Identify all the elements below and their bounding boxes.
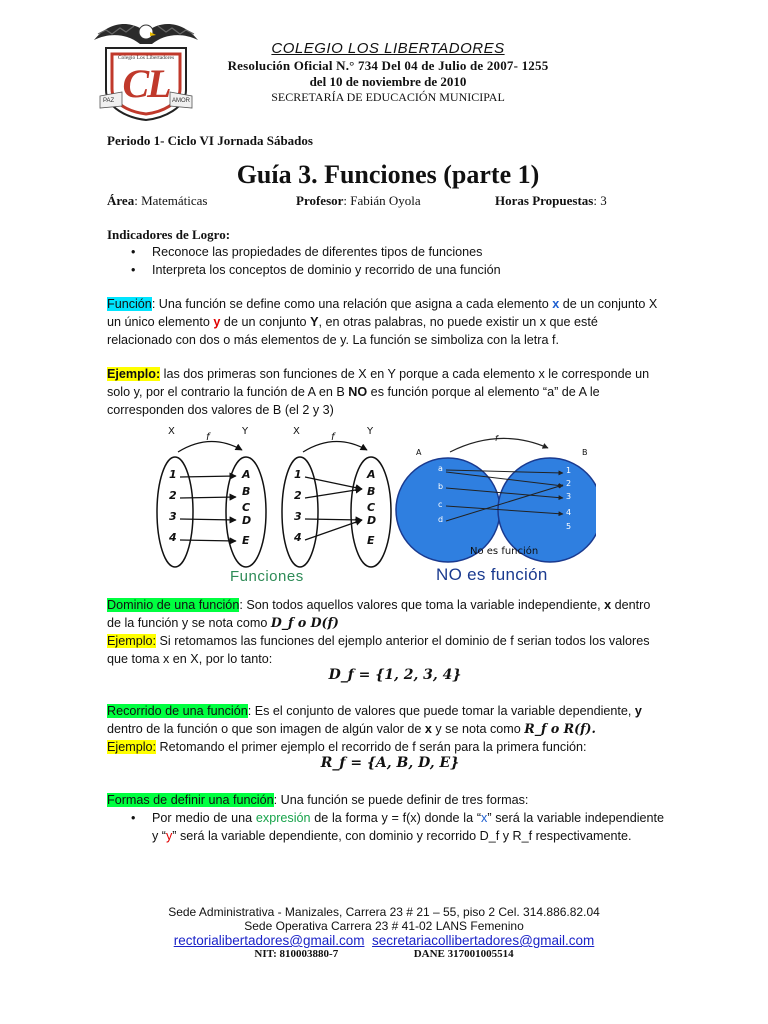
var-y: y [634, 704, 642, 718]
var-x: x [481, 811, 488, 825]
dominio-text: dentro de la función y se nota como [107, 598, 651, 630]
funcion-paragraph [107, 295, 664, 349]
range-item: E [367, 534, 375, 547]
domain-item: 4 [169, 531, 177, 544]
range-item: E [242, 534, 250, 547]
logo-initials: CL [122, 61, 170, 106]
range-item: D [367, 514, 377, 527]
var-x: x [604, 598, 612, 612]
area-label: Área [107, 193, 135, 208]
set-y: Y [310, 315, 319, 329]
ejemplo-text: Si retomamos las funciones del ejemplo anterior el dominio de f serian todos los valores que toma x en X, por lo tanto: [107, 634, 650, 666]
range-item: B [242, 485, 251, 498]
periodo-line: Periodo 1- Ciclo VI Jornada Sábados [107, 133, 313, 148]
profesor-value: : Fabián Oyola [343, 193, 421, 208]
formas-text: : Una función se puede definir de tres formas: [273, 793, 529, 807]
diagram-inner-caption: No es función [470, 546, 539, 557]
dominio-label: Dominio de una función [107, 598, 240, 612]
formas-item-text: ” será la variable independiente y “ [152, 811, 665, 843]
formas-list [128, 809, 664, 845]
range-item: A [367, 468, 376, 481]
domain-item: 1 [169, 468, 177, 481]
var-x: x [552, 297, 560, 311]
ejemplo1-paragraph [107, 365, 664, 419]
area-value: : Matemáticas [134, 193, 208, 208]
ejemplo-text: Retomando el primer ejemplo el recorrido de f serán para la primera función: [156, 740, 587, 754]
school-name: COLEGIO LOS LIBERTADORES [271, 40, 505, 57]
funcion-label: Función [107, 297, 152, 311]
function-diagrams [150, 422, 596, 592]
ejemplo-label: Ejemplo: [107, 634, 156, 648]
dominio-notation: D_f o D(f) [270, 615, 339, 630]
secretaria-text: SECRETARÍA DE EDUCACIÓN MUNICIPAL [271, 90, 505, 104]
footer-emails [0, 933, 768, 948]
formas-item-text: ” será la variable dependiente, con dominio y recorrido D_f y R_f respectivamente. [172, 829, 632, 843]
diagram-label-a: A [416, 448, 422, 457]
list-item: • Reconoce las propiedades de diferentes tipos de funciones [128, 243, 668, 261]
set-a-item: d [438, 515, 444, 524]
recorrido-text: : Es el conjunto de valores que puede tomar la variable dependiente, [247, 704, 635, 718]
set-a-item: c [438, 500, 443, 509]
diagram-label-y: Y [367, 426, 374, 437]
diagram-label-f: f [331, 432, 335, 443]
dominio-equation: D_f = {1, 2, 3, 4} [328, 667, 462, 683]
horas-value: : 3 [593, 193, 607, 208]
area-field [107, 193, 207, 209]
ejemplo1-text: es función porque al elemento “a” de A le corresponden dos valores de B (el 2 y 3) [107, 385, 600, 417]
indicadores-list [128, 243, 668, 279]
list-item [128, 809, 664, 845]
range-item: A [242, 468, 251, 481]
funcion-text: , en otras palabras, no puede existir un x que esté relacionado con dos o más elementos de y. La función se simboliza con la letra f. [107, 315, 598, 347]
recorrido-equation: R_f = {A, B, D, E} [320, 755, 460, 771]
logo-arc-text: Colegio Los Libertadores [117, 55, 175, 61]
diagram-label-f: f [495, 434, 498, 443]
funcion-text: de un conjunto X un único elemento [107, 297, 658, 329]
set-a-item: b [438, 482, 444, 491]
footer-address-2: Sede Operativa Carrera 23 # 41-02 LANS Femenino [244, 919, 524, 933]
set-a-item: a [438, 464, 443, 473]
footer-ids [0, 948, 768, 960]
page-title: Guía 3. Funciones (parte 1) [236, 160, 540, 189]
var-x: x [424, 722, 432, 736]
domain-item: 1 [294, 468, 302, 481]
set-b-item: 1 [566, 466, 572, 475]
logo-ribbon-left: PAZ [103, 98, 115, 104]
set-b-item: 2 [566, 479, 572, 488]
ejemplo1-label: Ejemplo: [107, 367, 161, 381]
recorrido-label: Recorrido de una función [107, 704, 248, 718]
range-item: C [242, 501, 251, 514]
horas-label: Horas Propuestas [495, 193, 594, 208]
caption-no-funcion: NO es función [436, 565, 548, 584]
set-b-item: 5 [566, 522, 572, 531]
formas-label: Formas de definir una función [107, 793, 274, 807]
email-link-secretaria[interactable]: secretariacollibertadores@gmail.com [372, 933, 595, 948]
range-item: D [242, 514, 252, 527]
recorrido-paragraph [107, 702, 664, 738]
page-footer [0, 905, 768, 960]
funcion-text: de un conjunto [220, 315, 311, 329]
horas-field [495, 193, 607, 209]
recorrido-ejemplo [107, 738, 664, 756]
recorrido-text: dentro de la función o que son imagen de algún valor de [107, 722, 425, 736]
footer-address-1: Sede Administrativa - Manizales, Carrera 23 # 21 – 55, piso 2 Cel. 314.886.82.04 [168, 905, 600, 919]
formas-paragraph [107, 791, 664, 809]
dominio-ejemplo [107, 632, 664, 668]
domain-item: 2 [294, 489, 302, 502]
funcion-text: : Una función se define como una relación que asigna a cada elemento [151, 297, 553, 311]
recorrido-text: y se nota como [431, 722, 525, 736]
email-link-rectoria[interactable]: rectorialibertadores@gmail.com [173, 933, 365, 948]
domain-item: 3 [294, 510, 302, 523]
range-item: C [367, 501, 376, 514]
domain-item: 4 [294, 531, 302, 544]
caption-funciones: Funciones [230, 568, 304, 585]
logo-ribbon-right: AMOR [172, 98, 190, 104]
resolution-text: Resolución Oficial N.° 734 Del 04 de Julio de 2007- 1255 [227, 58, 549, 73]
ejemplo1-text: las dos primeras son funciones de X en Y porque a cada elemento x le corresponde un solo y, por el contrario la función de A en B [107, 367, 650, 399]
diagram-label-y: Y [242, 426, 249, 437]
var-y: y [213, 315, 221, 329]
expresion-word: expresión [255, 811, 311, 825]
diagram-label-f: f [206, 432, 210, 443]
formas-item-text: Por medio de una [152, 811, 256, 825]
no-text: NO [348, 385, 368, 399]
profesor-field [296, 193, 421, 209]
dominio-text: : Son todos aquellos valores que toma la variable independiente, [239, 598, 605, 612]
diagram-label-x: X [168, 426, 175, 437]
var-y: y [166, 829, 173, 843]
recorrido-notation: R_f o R(f). [524, 721, 596, 736]
range-item: B [367, 485, 376, 498]
dominio-paragraph [107, 596, 664, 632]
set-b-item: 3 [566, 492, 572, 501]
set-b-item: 4 [566, 508, 572, 517]
indicadores-title: Indicadores de Logro: [107, 227, 231, 242]
profesor-label: Profesor [296, 193, 344, 208]
domain-item: 3 [169, 510, 177, 523]
diagram-label-x: X [293, 426, 300, 437]
footer-dane: DANE 317001005514 [413, 948, 514, 960]
resolution-date: del 10 de noviembre de 2010 [309, 74, 467, 89]
diagram-label-b: B [582, 448, 588, 457]
formas-item-text: de la forma y = f(x) donde la “ [310, 811, 482, 825]
list-item: • Interpreta los conceptos de dominio y recorrido de una función [128, 261, 668, 279]
domain-item: 2 [169, 489, 177, 502]
footer-nit: NIT: 810003880-7 [254, 948, 339, 960]
ejemplo-label: Ejemplo: [107, 740, 156, 754]
